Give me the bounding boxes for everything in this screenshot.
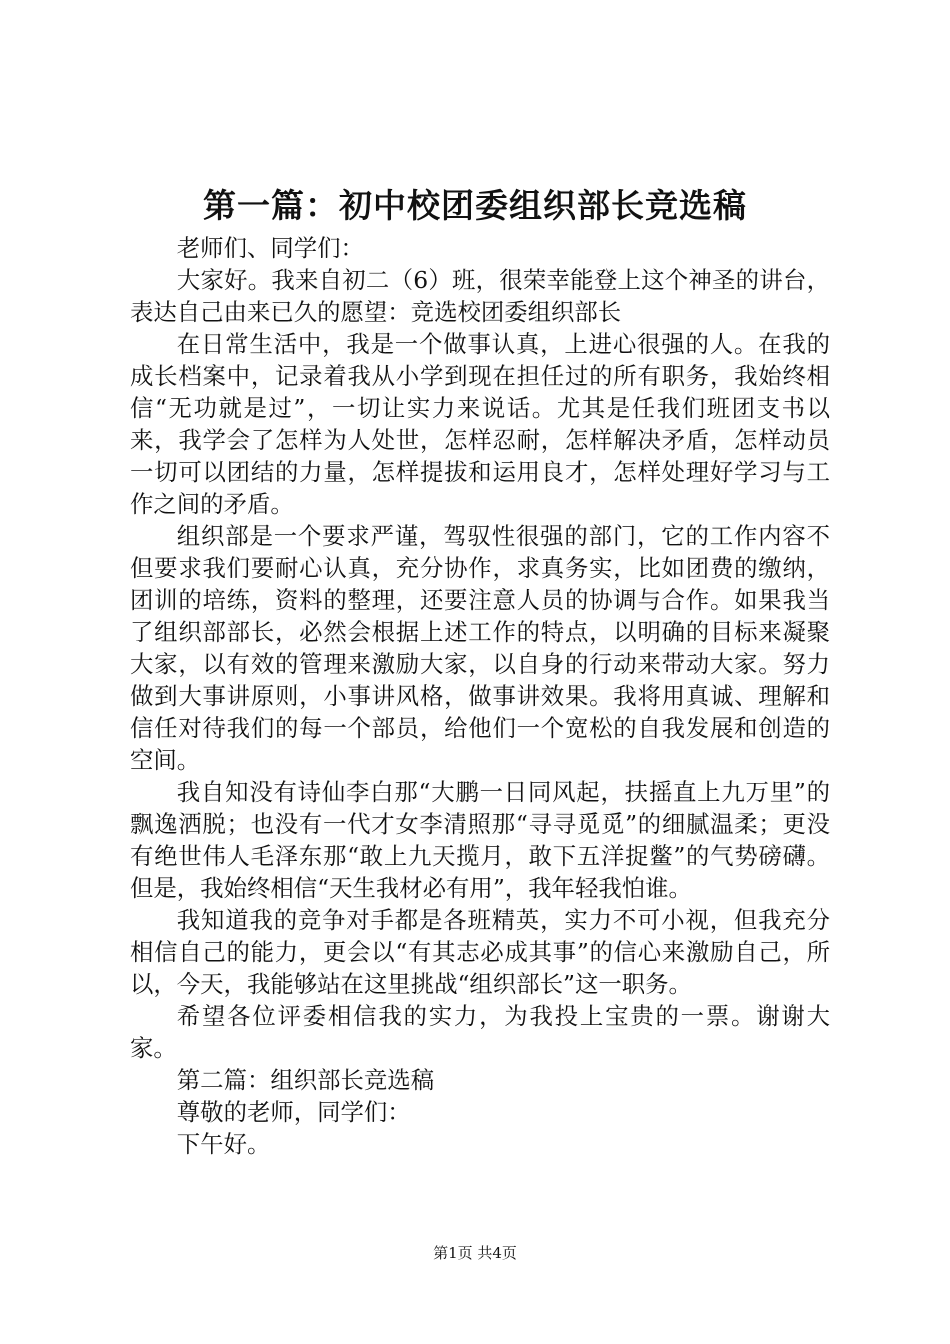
paragraph-closing: 希望各位评委相信我的实力，为我投上宝贵的一票。谢谢大家。 — [130, 1002, 830, 1062]
paragraph-second-hello: 下午好。 — [176, 1130, 271, 1158]
paragraph-greeting: 老师们、同学们： — [176, 234, 364, 262]
paragraph-character: 在日常生活中，我是一个做事认真，上进心很强的人。在我的成长档案中，记录着我从小学到现在担任过的所有职务，我始终相信“无功就是过”，一切让实力来说话。尤其是任我们班团支书以来，我学会了怎样为人处世，怎样忍耐，怎样解决矛盾，怎样动员一切可以团结的力量，怎样提拔和运用良才，怎样处理好学习与工作之间的矛盾。 — [130, 330, 830, 518]
paragraph-self-awareness: 我自知没有诗仙李白那“大鹏一日同风起，扶摇直上九万里”的飘逸洒脱；也没有一代才女李清照那“寻寻觅觅”的细腻温柔；更没有绝世伟人毛泽东那“敢上九天揽月，敢下五洋捉鳖”的气势磅礴。但是，我始终相信“天生我材必有用”，我年轻我怕谁。 — [130, 778, 830, 902]
paragraph-intro: 大家好。我来自初二（6）班，很荣幸能登上这个神圣的讲台，表达自己由来已久的愿望：竞选校团委组织部长 — [130, 266, 830, 326]
document-title: 第一篇：初中校团委组织部长竞选稿 — [203, 186, 747, 225]
paragraph-competition: 我知道我的竞争对手都是各班精英，实力不可小视，但我充分相信自己的能力，更会以“有其志必成其事”的信心来激励自己，所以，今天，我能够站在这里挑战“组织部长”这一职务。 — [130, 906, 830, 998]
document-body — [130, 232, 830, 1160]
paragraph-department: 组织部是一个要求严谨，驾驭性很强的部门，它的工作内容不但要求我们要耐心认真，充分协作，求真务实，比如团费的缴纳，团训的培练，资料的整理，还要注意人员的协调与合作。如果我当了组织部部长，必然会根据上述工作的特点，以明确的目标来凝聚大家，以有效的管理来激励大家，以自身的行动来带动大家。努力做到大事讲原则，小事讲风格，做事讲效果。我将用真诚、理解和信任对待我们的每一个部员，给他们一个宽松的自我发展和创造的空间。 — [130, 522, 830, 774]
paragraph-second-title: 第二篇：组织部长竞选稿 — [176, 1066, 435, 1094]
page-number-footer: 第1页 共4页 — [433, 1244, 517, 1262]
paragraph-second-greeting: 尊敬的老师，同学们： — [176, 1098, 411, 1126]
